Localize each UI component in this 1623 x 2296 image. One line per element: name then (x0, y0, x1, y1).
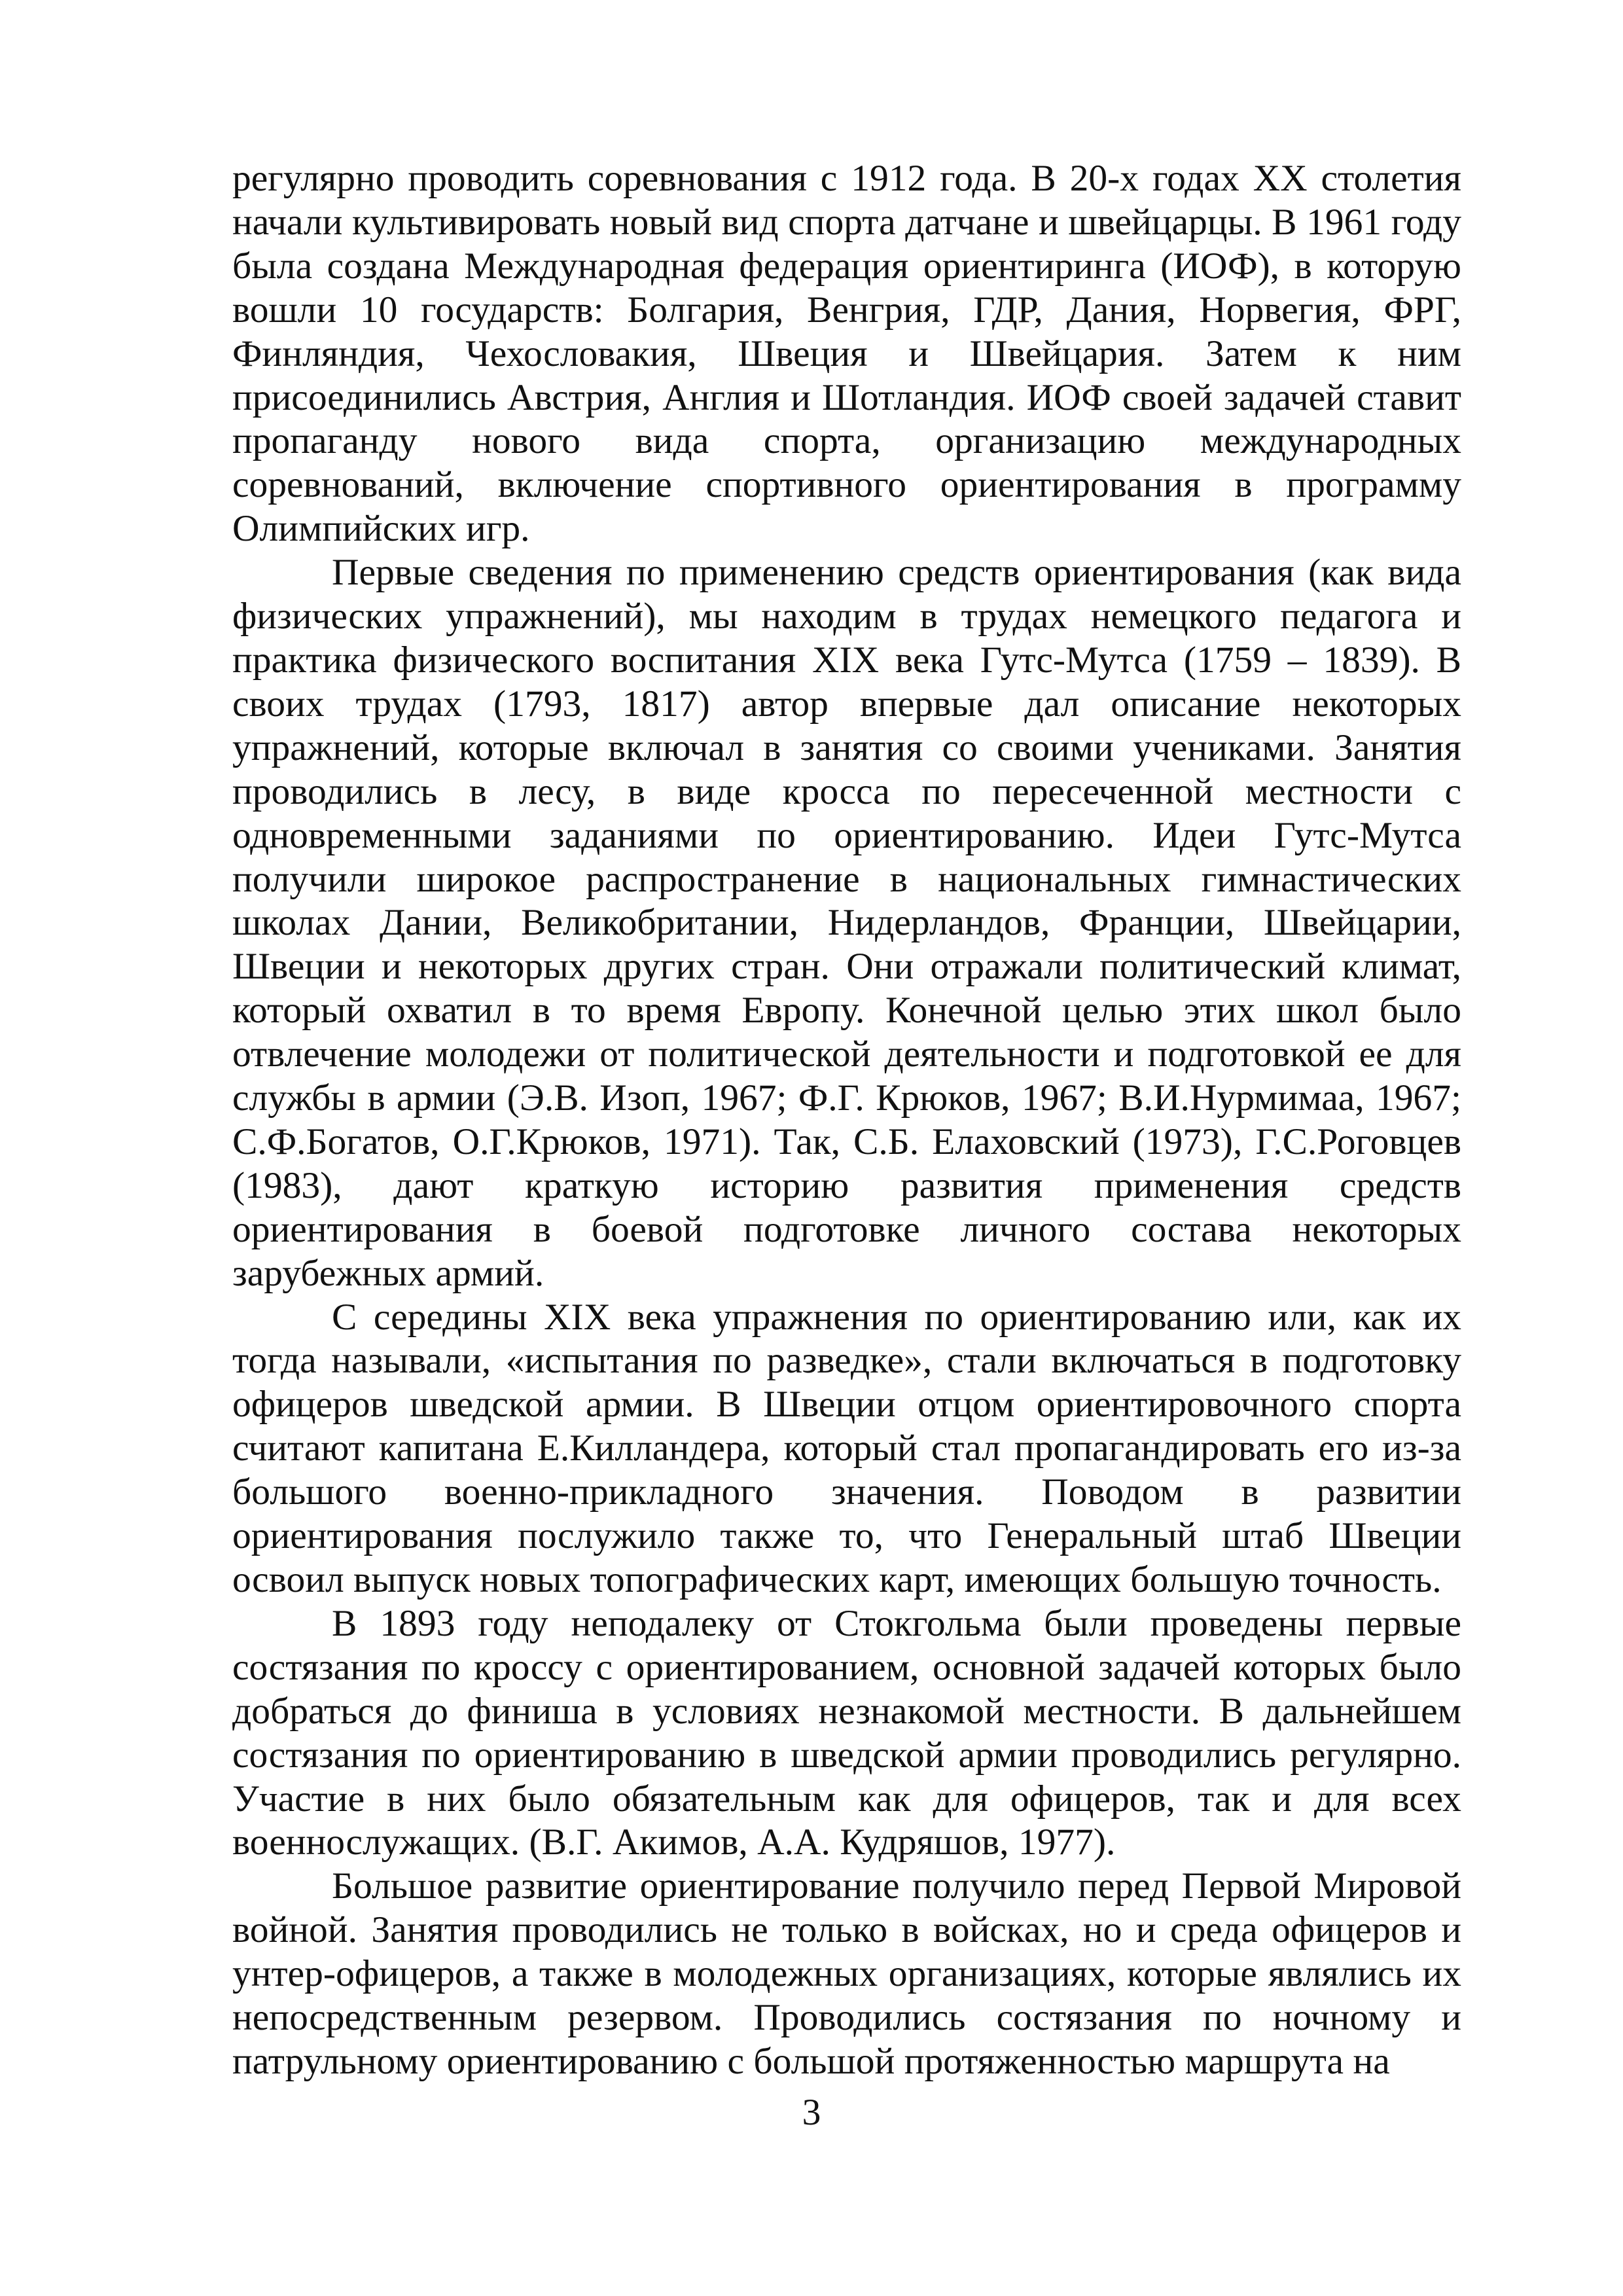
paragraph-continuation: регулярно проводить соревнования с 1912 года. В 20-х годах XX столетия начали культивировать новый вид спорта датчане и швейцарцы. В 1961 году была создана Международная федерация ориентиринга (ИОФ), в которую вошли 10 государств: Болгария, Венгрия, ГДР, Дания, Норвегия, ФРГ, Финляндия, Чехословакия, Швеция и Швейцария. Затем к ним присоединились Австрия, Англия и Шотландия. ИОФ своей задачей ставит пропаганду нового вида спорта, организацию международных соревнований, включение спортивного ориентирования в программу Олимпийских игр. (232, 158, 1461, 550)
paragraph-guts-muths: Первые сведения по применению средств ориентирования (как вида физических упражнений), мы находим в трудах немецкого педагога и практика физического воспитания XIX века Гутс-Мутса (1759 – 1839). В своих трудах (1793, 1817) автор впервые дал описание некоторых упражнений, которые включал в занятия со своими учениками. Занятия проводились в лесу, в виде кросса по пересеченной местности с одновременными заданиями по ориентированию. Идеи Гутс-Мутса получили широкое распространение в национальных гимнастических школах Дании, Великобритании, Нидерландов, Франции, Швейцарии, Швеции и некоторых других стран. Они отражали политический климат, который охватил в то время Европу. Конечной целью этих школ было отвлечение молодежи от политической деятельности и подготовкой ее для службы в армии (Э.В. Изоп, 1967; Ф.Г. Крюков, 1967; В.И.Нурмимаа, 1967; С.Ф.Богатов, О.Г.Крюков, 1971). Так, С.Б. Елаховский (1973), Г.С.Роговцев (1983), дают краткую историю развития применения средств ориентирования в боевой подготовке личного состава некоторых зарубежных армий. (232, 552, 1461, 1294)
page-number: 3 (802, 2092, 821, 2133)
paragraph-world-war: Большое развитие ориентирование получило перед Первой Мировой войной. Занятия проводились не только в войсках, но и среда офицеров и унтер-офицеров, а также в молодежных организациях, которые являлись их непосредственным резервом. Проводились состязания по ночному и патрульному ориентированию с большой протяженностью маршрута на (232, 1865, 1461, 2082)
paragraph-swedish-army: С середины XIX века упражнения по ориентированию или, как их тогда называли, «испытания по разведке», стали включаться в подготовку офицеров шведской армии. В Швеции отцом ориентировочного спорта считают капитана Е.Килландера, который стал пропагандировать его из-за большого военно-прикладного значения. Поводом в развитии ориентирования послужило также то, что Генеральный штаб Швеции освоил выпуск новых топографических карт, имеющих большую точность. (232, 1296, 1461, 1600)
document-body (232, 157, 1461, 2084)
paragraph-1893-competition: В 1893 году неподалеку от Стокгольма были проведены первые состязания по кроссу с ориентированием, основной задачей которых было добраться до финиша в условиях незнакомой местности. В дальнейшем состязания по ориентированию в шведской армии проводились регулярно. Участие в них было обязательным как для офицеров, так и для всех военнослужащих. (В.Г. Акимов, А.А. Кудряшов, 1977). (232, 1602, 1461, 1863)
